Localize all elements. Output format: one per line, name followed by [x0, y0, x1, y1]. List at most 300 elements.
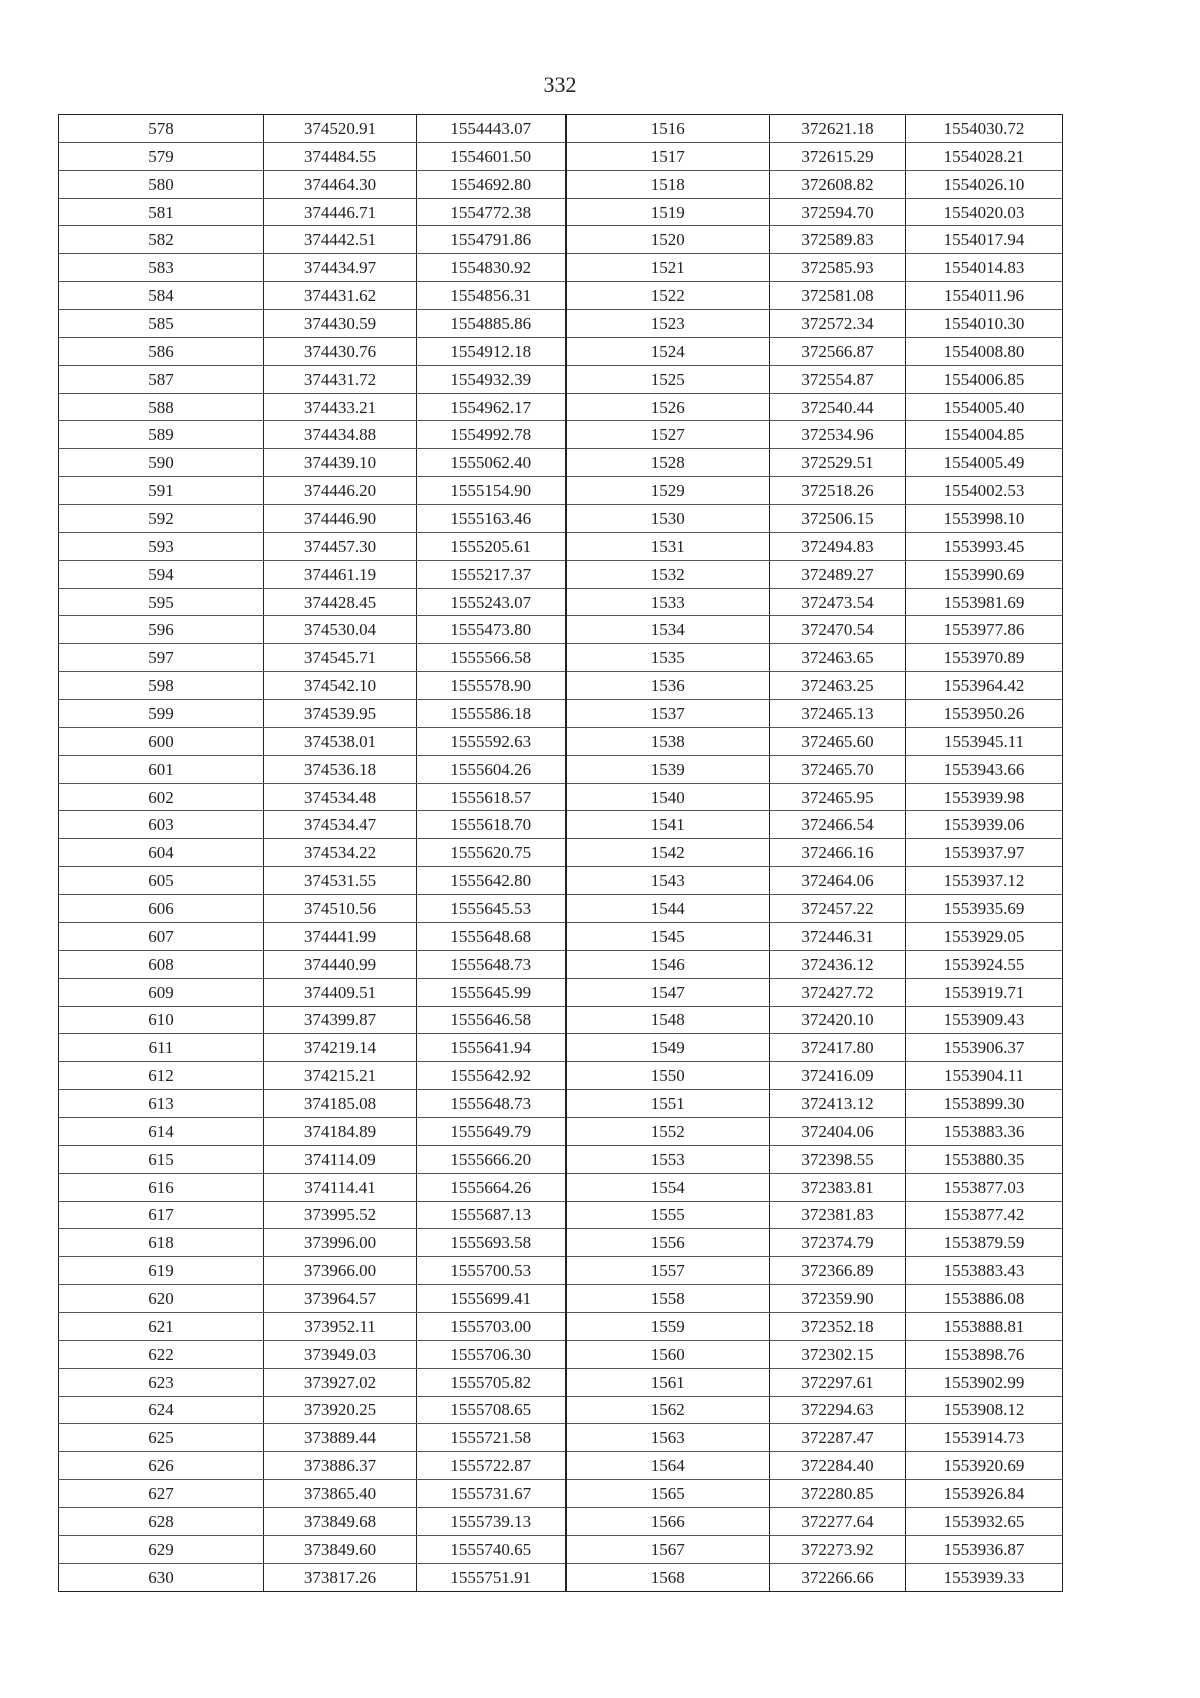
- point-number-cell: 1538: [566, 727, 770, 755]
- y-coordinate-cell: 1554772.38: [417, 198, 566, 226]
- x-coordinate-cell: 372302.15: [770, 1340, 906, 1368]
- x-coordinate-cell: 372404.06: [770, 1117, 906, 1145]
- point-number-cell: 612: [59, 1062, 264, 1090]
- point-number-cell: 1525: [566, 365, 770, 393]
- table-row: [59, 1452, 1063, 1480]
- table-row: [59, 115, 1063, 143]
- x-coordinate-cell: 372566.87: [770, 337, 906, 365]
- x-coordinate-cell: 372383.81: [770, 1173, 906, 1201]
- x-coordinate-cell: 373849.60: [264, 1535, 417, 1563]
- point-number-cell: 1517: [566, 142, 770, 170]
- table-row: [59, 170, 1063, 198]
- y-coordinate-cell: 1554962.17: [417, 393, 566, 421]
- y-coordinate-cell: 1553981.69: [906, 588, 1063, 616]
- table-row: [59, 254, 1063, 282]
- table-row: [59, 978, 1063, 1006]
- point-number-cell: 595: [59, 588, 264, 616]
- x-coordinate-cell: 372572.34: [770, 310, 906, 338]
- y-coordinate-cell: 1553939.33: [906, 1563, 1063, 1591]
- y-coordinate-cell: 1553902.99: [906, 1368, 1063, 1396]
- x-coordinate-cell: 372413.12: [770, 1090, 906, 1118]
- x-coordinate-cell: 374446.20: [264, 477, 417, 505]
- table-row: [59, 282, 1063, 310]
- point-number-cell: 586: [59, 337, 264, 365]
- y-coordinate-cell: 1553888.81: [906, 1312, 1063, 1340]
- point-number-cell: 606: [59, 895, 264, 923]
- point-number-cell: 1553: [566, 1145, 770, 1173]
- point-number-cell: 629: [59, 1535, 264, 1563]
- point-number-cell: 1539: [566, 755, 770, 783]
- x-coordinate-cell: 372540.44: [770, 393, 906, 421]
- table-row: [59, 1368, 1063, 1396]
- point-number-cell: 582: [59, 226, 264, 254]
- y-coordinate-cell: 1554014.83: [906, 254, 1063, 282]
- y-coordinate-cell: 1553939.06: [906, 811, 1063, 839]
- y-coordinate-cell: 1553943.66: [906, 755, 1063, 783]
- point-number-cell: 1524: [566, 337, 770, 365]
- y-coordinate-cell: 1555648.73: [417, 1090, 566, 1118]
- x-coordinate-cell: 373889.44: [264, 1424, 417, 1452]
- point-number-cell: 1568: [566, 1563, 770, 1591]
- x-coordinate-cell: 372534.96: [770, 421, 906, 449]
- y-coordinate-cell: 1553898.76: [906, 1340, 1063, 1368]
- y-coordinate-cell: 1555642.80: [417, 867, 566, 895]
- point-number-cell: 587: [59, 365, 264, 393]
- x-coordinate-cell: 374534.47: [264, 811, 417, 839]
- point-number-cell: 1567: [566, 1535, 770, 1563]
- y-coordinate-cell: 1554791.86: [417, 226, 566, 254]
- y-coordinate-cell: 1554006.85: [906, 365, 1063, 393]
- table-row: [59, 1480, 1063, 1508]
- point-number-cell: 1516: [566, 115, 770, 143]
- y-coordinate-cell: 1554830.92: [417, 254, 566, 282]
- x-coordinate-cell: 372581.08: [770, 282, 906, 310]
- point-number-cell: 1552: [566, 1117, 770, 1145]
- y-coordinate-cell: 1553977.86: [906, 616, 1063, 644]
- table-row: [59, 421, 1063, 449]
- x-coordinate-cell: 372446.31: [770, 922, 906, 950]
- x-coordinate-cell: 374464.30: [264, 170, 417, 198]
- x-coordinate-cell: 374539.95: [264, 700, 417, 728]
- y-coordinate-cell: 1555641.94: [417, 1034, 566, 1062]
- y-coordinate-cell: 1555739.13: [417, 1507, 566, 1535]
- y-coordinate-cell: 1553929.05: [906, 922, 1063, 950]
- y-coordinate-cell: 1555648.73: [417, 950, 566, 978]
- table-row: [59, 560, 1063, 588]
- y-coordinate-cell: 1553998.10: [906, 505, 1063, 533]
- y-coordinate-cell: 1554856.31: [417, 282, 566, 310]
- table-row: [59, 449, 1063, 477]
- point-number-cell: 618: [59, 1229, 264, 1257]
- y-coordinate-cell: 1553908.12: [906, 1396, 1063, 1424]
- x-coordinate-cell: 373964.57: [264, 1285, 417, 1313]
- table-row: [59, 700, 1063, 728]
- x-coordinate-cell: 372463.65: [770, 644, 906, 672]
- y-coordinate-cell: 1553926.84: [906, 1480, 1063, 1508]
- point-number-cell: 619: [59, 1257, 264, 1285]
- point-number-cell: 1545: [566, 922, 770, 950]
- y-coordinate-cell: 1553964.42: [906, 672, 1063, 700]
- table-row: [59, 142, 1063, 170]
- point-number-cell: 623: [59, 1368, 264, 1396]
- y-coordinate-cell: 1555062.40: [417, 449, 566, 477]
- point-number-cell: 1566: [566, 1507, 770, 1535]
- y-coordinate-cell: 1553919.71: [906, 978, 1063, 1006]
- x-coordinate-cell: 372589.83: [770, 226, 906, 254]
- y-coordinate-cell: 1554692.80: [417, 170, 566, 198]
- table-row: [59, 783, 1063, 811]
- y-coordinate-cell: 1555243.07: [417, 588, 566, 616]
- table-row: [59, 1340, 1063, 1368]
- x-coordinate-cell: 372608.82: [770, 170, 906, 198]
- x-coordinate-cell: 372470.54: [770, 616, 906, 644]
- table-row: [59, 1507, 1063, 1535]
- x-coordinate-cell: 372465.13: [770, 700, 906, 728]
- y-coordinate-cell: 1555620.75: [417, 839, 566, 867]
- x-coordinate-cell: 374434.97: [264, 254, 417, 282]
- point-number-cell: 1542: [566, 839, 770, 867]
- x-coordinate-cell: 372518.26: [770, 477, 906, 505]
- point-number-cell: 585: [59, 310, 264, 338]
- y-coordinate-cell: 1554010.30: [906, 310, 1063, 338]
- point-number-cell: 1549: [566, 1034, 770, 1062]
- y-coordinate-cell: 1555693.58: [417, 1229, 566, 1257]
- x-coordinate-cell: 374545.71: [264, 644, 417, 672]
- y-coordinate-cell: 1553899.30: [906, 1090, 1063, 1118]
- point-number-cell: 589: [59, 421, 264, 449]
- table-row: [59, 895, 1063, 923]
- y-coordinate-cell: 1555708.65: [417, 1396, 566, 1424]
- point-number-cell: 1548: [566, 1006, 770, 1034]
- x-coordinate-cell: 374542.10: [264, 672, 417, 700]
- table-row: [59, 198, 1063, 226]
- x-coordinate-cell: 374520.91: [264, 115, 417, 143]
- table-row: [59, 950, 1063, 978]
- x-coordinate-cell: 372554.87: [770, 365, 906, 393]
- y-coordinate-cell: 1553936.87: [906, 1535, 1063, 1563]
- y-coordinate-cell: 1554020.03: [906, 198, 1063, 226]
- point-number-cell: 1561: [566, 1368, 770, 1396]
- table-row: [59, 1312, 1063, 1340]
- point-number-cell: 594: [59, 560, 264, 588]
- x-coordinate-cell: 372463.25: [770, 672, 906, 700]
- point-number-cell: 1519: [566, 198, 770, 226]
- x-coordinate-cell: 373849.68: [264, 1507, 417, 1535]
- point-number-cell: 1537: [566, 700, 770, 728]
- point-number-cell: 592: [59, 505, 264, 533]
- table-row: [59, 616, 1063, 644]
- x-coordinate-cell: 372352.18: [770, 1312, 906, 1340]
- point-number-cell: 1562: [566, 1396, 770, 1424]
- table-row: [59, 672, 1063, 700]
- x-coordinate-cell: 374409.51: [264, 978, 417, 1006]
- point-number-cell: 613: [59, 1090, 264, 1118]
- point-number-cell: 1521: [566, 254, 770, 282]
- y-coordinate-cell: 1553993.45: [906, 532, 1063, 560]
- point-number-cell: 627: [59, 1480, 264, 1508]
- y-coordinate-cell: 1555666.20: [417, 1145, 566, 1173]
- point-number-cell: 1528: [566, 449, 770, 477]
- x-coordinate-cell: 374434.88: [264, 421, 417, 449]
- y-coordinate-cell: 1554992.78: [417, 421, 566, 449]
- x-coordinate-cell: 373865.40: [264, 1480, 417, 1508]
- x-coordinate-cell: 374219.14: [264, 1034, 417, 1062]
- x-coordinate-cell: 374461.19: [264, 560, 417, 588]
- x-coordinate-cell: 374215.21: [264, 1062, 417, 1090]
- y-coordinate-cell: 1553970.89: [906, 644, 1063, 672]
- table-row: [59, 867, 1063, 895]
- table-row: [59, 839, 1063, 867]
- y-coordinate-cell: 1555687.13: [417, 1201, 566, 1229]
- point-number-cell: 1529: [566, 477, 770, 505]
- point-number-cell: 611: [59, 1034, 264, 1062]
- y-coordinate-cell: 1553883.43: [906, 1257, 1063, 1285]
- y-coordinate-cell: 1555700.53: [417, 1257, 566, 1285]
- y-coordinate-cell: 1553877.42: [906, 1201, 1063, 1229]
- y-coordinate-cell: 1555721.58: [417, 1424, 566, 1452]
- table-row: [59, 393, 1063, 421]
- y-coordinate-cell: 1553877.03: [906, 1173, 1063, 1201]
- point-number-cell: 597: [59, 644, 264, 672]
- point-number-cell: 599: [59, 700, 264, 728]
- y-coordinate-cell: 1555722.87: [417, 1452, 566, 1480]
- x-coordinate-cell: 372374.79: [770, 1229, 906, 1257]
- x-coordinate-cell: 372466.54: [770, 811, 906, 839]
- point-number-cell: 600: [59, 727, 264, 755]
- x-coordinate-cell: 374536.18: [264, 755, 417, 783]
- table-row: [59, 1396, 1063, 1424]
- point-number-cell: 1554: [566, 1173, 770, 1201]
- point-number-cell: 578: [59, 115, 264, 143]
- table-row: [59, 505, 1063, 533]
- point-number-cell: 1527: [566, 421, 770, 449]
- y-coordinate-cell: 1555618.57: [417, 783, 566, 811]
- table-row: [59, 365, 1063, 393]
- table-row: [59, 1173, 1063, 1201]
- table-row: [59, 226, 1063, 254]
- x-coordinate-cell: 373996.00: [264, 1229, 417, 1257]
- point-number-cell: 1533: [566, 588, 770, 616]
- y-coordinate-cell: 1555751.91: [417, 1563, 566, 1591]
- x-coordinate-cell: 372615.29: [770, 142, 906, 170]
- x-coordinate-cell: 372621.18: [770, 115, 906, 143]
- x-coordinate-cell: 372277.64: [770, 1507, 906, 1535]
- x-coordinate-cell: 374430.76: [264, 337, 417, 365]
- y-coordinate-cell: 1555649.79: [417, 1117, 566, 1145]
- x-coordinate-cell: 373949.03: [264, 1340, 417, 1368]
- point-number-cell: 590: [59, 449, 264, 477]
- x-coordinate-cell: 372284.40: [770, 1452, 906, 1480]
- point-number-cell: 588: [59, 393, 264, 421]
- table-row: [59, 1563, 1063, 1591]
- point-number-cell: 1557: [566, 1257, 770, 1285]
- table-row: [59, 644, 1063, 672]
- x-coordinate-cell: 372506.15: [770, 505, 906, 533]
- y-coordinate-cell: 1555217.37: [417, 560, 566, 588]
- y-coordinate-cell: 1554011.96: [906, 282, 1063, 310]
- y-coordinate-cell: 1554004.85: [906, 421, 1063, 449]
- y-coordinate-cell: 1555154.90: [417, 477, 566, 505]
- x-coordinate-cell: 374446.90: [264, 505, 417, 533]
- x-coordinate-cell: 372466.16: [770, 839, 906, 867]
- y-coordinate-cell: 1553945.11: [906, 727, 1063, 755]
- x-coordinate-cell: 372473.54: [770, 588, 906, 616]
- table-row: [59, 1006, 1063, 1034]
- y-coordinate-cell: 1555705.82: [417, 1368, 566, 1396]
- y-coordinate-cell: 1555642.92: [417, 1062, 566, 1090]
- point-number-cell: 598: [59, 672, 264, 700]
- point-number-cell: 584: [59, 282, 264, 310]
- table-row: [59, 337, 1063, 365]
- y-coordinate-cell: 1553914.73: [906, 1424, 1063, 1452]
- table-row: [59, 1201, 1063, 1229]
- x-coordinate-cell: 372398.55: [770, 1145, 906, 1173]
- x-coordinate-cell: 372436.12: [770, 950, 906, 978]
- point-number-cell: 1565: [566, 1480, 770, 1508]
- x-coordinate-cell: 372420.10: [770, 1006, 906, 1034]
- point-number-cell: 1543: [566, 867, 770, 895]
- point-number-cell: 622: [59, 1340, 264, 1368]
- point-number-cell: 581: [59, 198, 264, 226]
- y-coordinate-cell: 1555645.99: [417, 978, 566, 1006]
- y-coordinate-cell: 1553904.11: [906, 1062, 1063, 1090]
- x-coordinate-cell: 373966.00: [264, 1257, 417, 1285]
- x-coordinate-cell: 374114.41: [264, 1173, 417, 1201]
- x-coordinate-cell: 372585.93: [770, 254, 906, 282]
- x-coordinate-cell: 374441.99: [264, 922, 417, 950]
- y-coordinate-cell: 1555618.70: [417, 811, 566, 839]
- coordinates-table-body: [59, 115, 1063, 1592]
- y-coordinate-cell: 1555578.90: [417, 672, 566, 700]
- point-number-cell: 1530: [566, 505, 770, 533]
- x-coordinate-cell: 374439.10: [264, 449, 417, 477]
- point-number-cell: 601: [59, 755, 264, 783]
- point-number-cell: 593: [59, 532, 264, 560]
- x-coordinate-cell: 373927.02: [264, 1368, 417, 1396]
- table-row: [59, 1145, 1063, 1173]
- table-row: [59, 922, 1063, 950]
- x-coordinate-cell: 372273.92: [770, 1535, 906, 1563]
- point-number-cell: 1555: [566, 1201, 770, 1229]
- x-coordinate-cell: 374114.09: [264, 1145, 417, 1173]
- point-number-cell: 1551: [566, 1090, 770, 1118]
- y-coordinate-cell: 1554017.94: [906, 226, 1063, 254]
- y-coordinate-cell: 1553990.69: [906, 560, 1063, 588]
- y-coordinate-cell: 1555586.18: [417, 700, 566, 728]
- x-coordinate-cell: 374531.55: [264, 867, 417, 895]
- point-number-cell: 1547: [566, 978, 770, 1006]
- point-number-cell: 621: [59, 1312, 264, 1340]
- point-number-cell: 1544: [566, 895, 770, 923]
- x-coordinate-cell: 373886.37: [264, 1452, 417, 1480]
- page-number: 332: [543, 72, 577, 97]
- x-coordinate-cell: 374446.71: [264, 198, 417, 226]
- y-coordinate-cell: 1553937.12: [906, 867, 1063, 895]
- x-coordinate-cell: 374431.72: [264, 365, 417, 393]
- y-coordinate-cell: 1555566.58: [417, 644, 566, 672]
- x-coordinate-cell: 372280.85: [770, 1480, 906, 1508]
- x-coordinate-cell: 372366.89: [770, 1257, 906, 1285]
- point-number-cell: 1534: [566, 616, 770, 644]
- point-number-cell: 1550: [566, 1062, 770, 1090]
- point-number-cell: 1526: [566, 393, 770, 421]
- point-number-cell: 609: [59, 978, 264, 1006]
- point-number-cell: 604: [59, 839, 264, 867]
- point-number-cell: 1520: [566, 226, 770, 254]
- table-row: [59, 755, 1063, 783]
- y-coordinate-cell: 1555740.65: [417, 1535, 566, 1563]
- point-number-cell: 607: [59, 922, 264, 950]
- point-number-cell: 1558: [566, 1285, 770, 1313]
- y-coordinate-cell: 1553883.36: [906, 1117, 1063, 1145]
- point-number-cell: 1532: [566, 560, 770, 588]
- y-coordinate-cell: 1554008.80: [906, 337, 1063, 365]
- x-coordinate-cell: 372465.60: [770, 727, 906, 755]
- table-row: [59, 811, 1063, 839]
- point-number-cell: 626: [59, 1452, 264, 1480]
- point-number-cell: 624: [59, 1396, 264, 1424]
- x-coordinate-cell: 372359.90: [770, 1285, 906, 1313]
- point-number-cell: 1546: [566, 950, 770, 978]
- y-coordinate-cell: 1555473.80: [417, 616, 566, 644]
- table-row: [59, 1090, 1063, 1118]
- y-coordinate-cell: 1555731.67: [417, 1480, 566, 1508]
- x-coordinate-cell: 374530.04: [264, 616, 417, 644]
- point-number-cell: 580: [59, 170, 264, 198]
- y-coordinate-cell: 1553932.65: [906, 1507, 1063, 1535]
- point-number-cell: 1522: [566, 282, 770, 310]
- point-number-cell: 616: [59, 1173, 264, 1201]
- x-coordinate-cell: 372594.70: [770, 198, 906, 226]
- point-number-cell: 608: [59, 950, 264, 978]
- point-number-cell: 583: [59, 254, 264, 282]
- x-coordinate-cell: 374184.89: [264, 1117, 417, 1145]
- table-row: [59, 1034, 1063, 1062]
- table-row: [59, 1535, 1063, 1563]
- y-coordinate-cell: 1553909.43: [906, 1006, 1063, 1034]
- y-coordinate-cell: 1554028.21: [906, 142, 1063, 170]
- x-coordinate-cell: 374442.51: [264, 226, 417, 254]
- y-coordinate-cell: 1553924.55: [906, 950, 1063, 978]
- y-coordinate-cell: 1555648.68: [417, 922, 566, 950]
- point-number-cell: 630: [59, 1563, 264, 1591]
- y-coordinate-cell: 1553880.35: [906, 1145, 1063, 1173]
- table-row: [59, 1257, 1063, 1285]
- y-coordinate-cell: 1555205.61: [417, 532, 566, 560]
- table-row: [59, 588, 1063, 616]
- point-number-cell: 1540: [566, 783, 770, 811]
- y-coordinate-cell: 1554005.40: [906, 393, 1063, 421]
- x-coordinate-cell: 372416.09: [770, 1062, 906, 1090]
- x-coordinate-cell: 372465.70: [770, 755, 906, 783]
- y-coordinate-cell: 1554443.07: [417, 115, 566, 143]
- y-coordinate-cell: 1555699.41: [417, 1285, 566, 1313]
- x-coordinate-cell: 374428.45: [264, 588, 417, 616]
- point-number-cell: 1559: [566, 1312, 770, 1340]
- point-number-cell: 1563: [566, 1424, 770, 1452]
- y-coordinate-cell: 1555163.46: [417, 505, 566, 533]
- point-number-cell: 596: [59, 616, 264, 644]
- point-number-cell: 615: [59, 1145, 264, 1173]
- y-coordinate-cell: 1554601.50: [417, 142, 566, 170]
- x-coordinate-cell: 372427.72: [770, 978, 906, 1006]
- point-number-cell: 591: [59, 477, 264, 505]
- y-coordinate-cell: 1553939.98: [906, 783, 1063, 811]
- x-coordinate-cell: 374510.56: [264, 895, 417, 923]
- y-coordinate-cell: 1553886.08: [906, 1285, 1063, 1313]
- point-number-cell: 603: [59, 811, 264, 839]
- point-number-cell: 625: [59, 1424, 264, 1452]
